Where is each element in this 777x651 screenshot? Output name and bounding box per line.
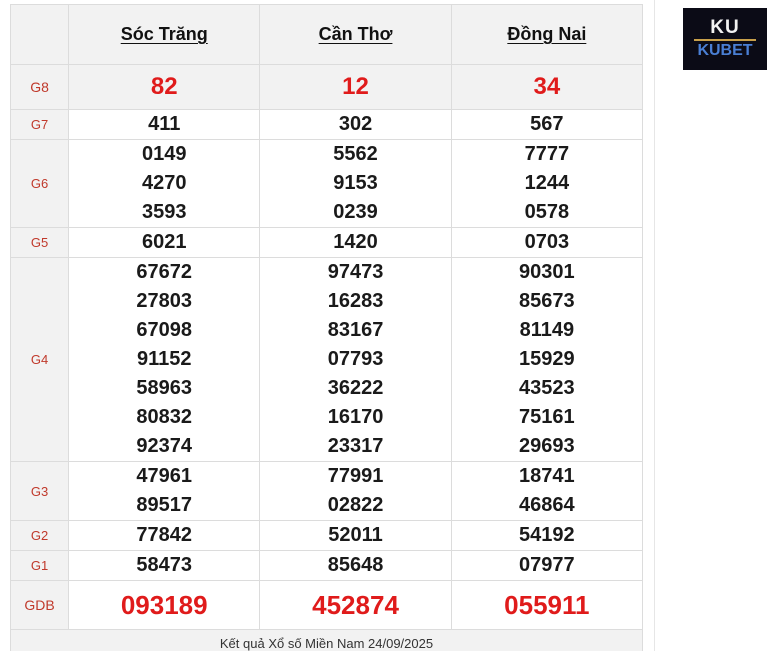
prize-number: 18741 [519, 465, 575, 487]
prize-label: G7 [11, 110, 69, 140]
prize-number: 16283 [327, 290, 384, 312]
header-province-3[interactable] [451, 5, 642, 65]
prize-number: 07793 [327, 348, 384, 370]
prize-number: 67098 [136, 319, 193, 341]
prize-number: 85673 [519, 290, 575, 312]
prize-number: 92374 [136, 435, 193, 457]
logo-top-text: KU [710, 17, 740, 38]
prize-numbers: 52011 [260, 521, 451, 551]
table-row [11, 65, 643, 110]
prize-number: 15929 [519, 348, 575, 370]
prize-numbers: 34 [451, 65, 642, 110]
prize-numbers: 093189 [69, 581, 260, 630]
table-header [11, 5, 643, 65]
header-corner-cell [11, 5, 69, 65]
province-label: Đồng Nai [507, 24, 587, 44]
prize-label: G2 [11, 521, 69, 551]
prize-numbers: 452874 [260, 581, 451, 630]
prize-number: 3593 [141, 201, 187, 223]
prize-numbers: 54192 [451, 521, 642, 551]
prize-number: 7777 [524, 143, 570, 165]
prize-numbers: 302 [260, 110, 451, 140]
table-row [11, 258, 643, 462]
table-row [11, 110, 643, 140]
prize-number: 67672 [136, 261, 193, 283]
province-label: Sóc Trăng [120, 24, 208, 44]
sidebar [654, 0, 777, 651]
prize-numbers [69, 258, 260, 462]
prize-number: 9153 [333, 172, 378, 194]
prize-number: 43523 [519, 377, 575, 399]
prize-number: 58963 [136, 377, 193, 399]
prize-number: 1244 [524, 172, 570, 194]
prize-numbers: 58473 [69, 551, 260, 581]
footer-caption: Kết quả Xổ số Miền Nam 24/09/2025 [11, 630, 643, 651]
prize-number: 02822 [327, 494, 384, 516]
province-label: Cần Thơ [318, 24, 393, 44]
header-province-1[interactable] [69, 5, 260, 65]
prize-label: G5 [11, 228, 69, 258]
prize-number: 16170 [327, 406, 384, 428]
table-body [11, 65, 643, 630]
table-footer [11, 630, 643, 651]
prize-number: 90301 [519, 261, 575, 283]
prize-numbers: 055911 [451, 581, 642, 630]
prize-label: G4 [11, 258, 69, 462]
table-row [11, 228, 643, 258]
prize-numbers [451, 258, 642, 462]
prize-label: G1 [11, 551, 69, 581]
prize-numbers: 6021 [69, 228, 260, 258]
table-row [11, 521, 643, 551]
prize-numbers: 567 [451, 110, 642, 140]
prize-label: G8 [11, 65, 69, 110]
prize-numbers: 85648 [260, 551, 451, 581]
prize-number: 97473 [327, 261, 384, 283]
prize-number: 29693 [519, 435, 575, 457]
table-row [11, 140, 643, 228]
prize-number: 0578 [524, 201, 570, 223]
prize-numbers [260, 258, 451, 462]
prize-number: 5562 [333, 143, 378, 165]
prize-number: 47961 [136, 465, 193, 487]
table-row [11, 462, 643, 521]
prize-number: 80832 [136, 406, 193, 428]
prize-numbers [260, 462, 451, 521]
prize-numbers [69, 140, 260, 228]
prize-numbers [451, 140, 642, 228]
prize-numbers: 12 [260, 65, 451, 110]
prize-label: GDB [11, 581, 69, 630]
prize-numbers: 77842 [69, 521, 260, 551]
kubet-logo[interactable] [683, 8, 767, 70]
table-header-row [11, 5, 643, 65]
prize-number: 83167 [327, 319, 384, 341]
prize-number: 0149 [141, 143, 187, 165]
prize-number: 81149 [519, 319, 575, 341]
prize-number: 89517 [136, 494, 193, 516]
prize-number: 27803 [136, 290, 193, 312]
prize-numbers: 1420 [260, 228, 451, 258]
prize-number: 46864 [519, 494, 575, 516]
prize-number: 36222 [327, 377, 384, 399]
prize-numbers: 411 [69, 110, 260, 140]
prize-numbers: 07977 [451, 551, 642, 581]
prize-numbers: 82 [69, 65, 260, 110]
footer-row [11, 630, 643, 651]
prize-numbers [69, 462, 260, 521]
header-province-2[interactable] [260, 5, 451, 65]
table-row [11, 551, 643, 581]
prize-number: 0239 [333, 201, 378, 223]
prize-number: 75161 [519, 406, 575, 428]
table-row [11, 581, 643, 630]
prize-numbers [451, 462, 642, 521]
prize-numbers [260, 140, 451, 228]
prize-number: 4270 [141, 172, 187, 194]
lottery-results-table [10, 4, 643, 651]
prize-number: 23317 [327, 435, 384, 457]
prize-label: G6 [11, 140, 69, 228]
prize-label: G3 [11, 462, 69, 521]
prize-numbers: 0703 [451, 228, 642, 258]
prize-number: 77991 [327, 465, 384, 487]
logo-bottom-text: KUBET [697, 42, 753, 59]
prize-number: 91152 [136, 348, 192, 370]
logo-divider [694, 39, 756, 41]
